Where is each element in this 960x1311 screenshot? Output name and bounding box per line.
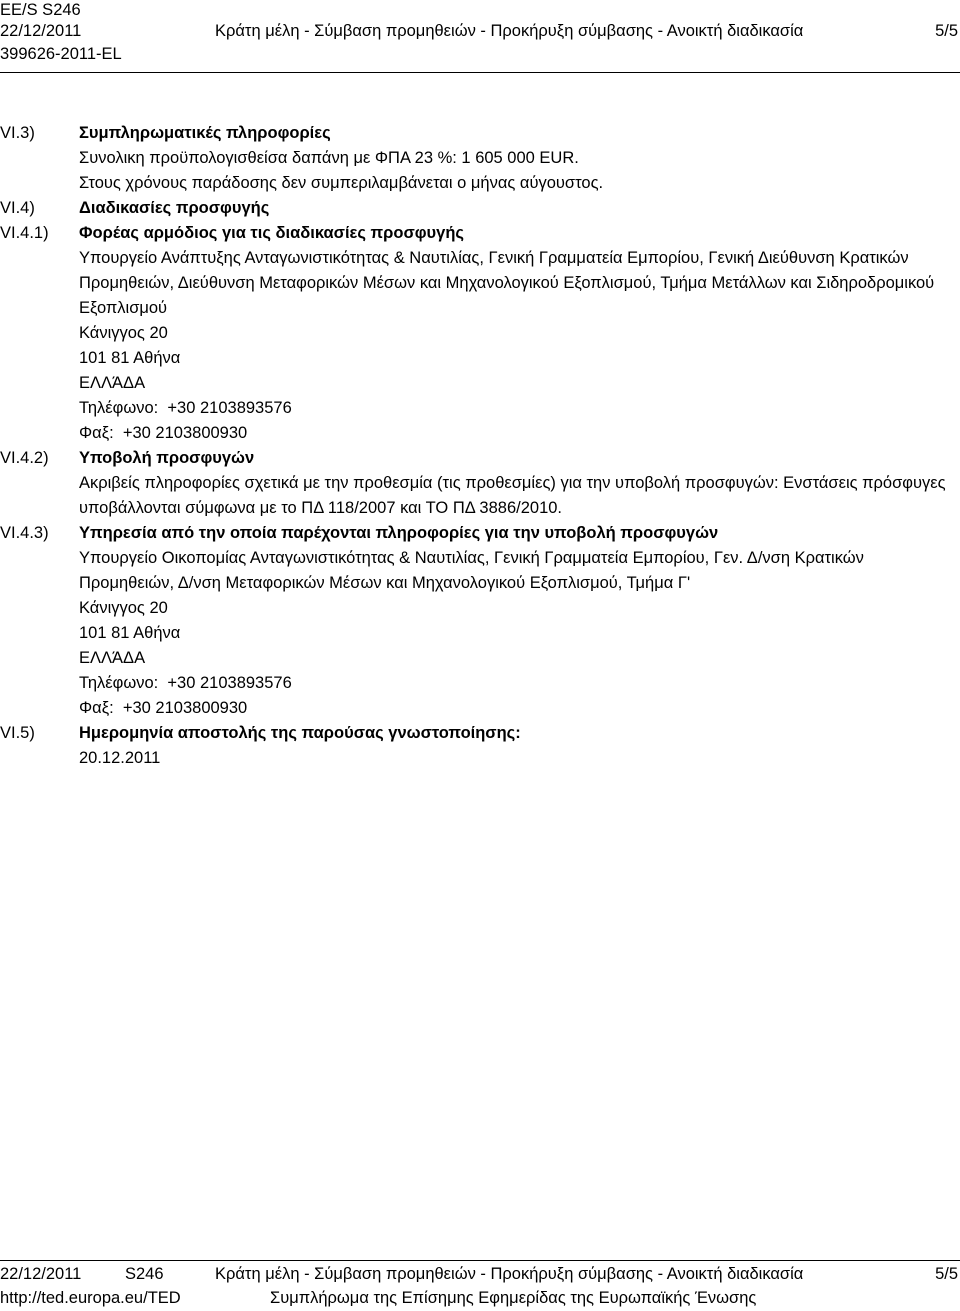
section-title: Διαδικασίες προσφυγής (79, 199, 270, 217)
street-address: Κάνιγγος 20 (79, 324, 168, 342)
section-vi4 (0, 196, 960, 221)
section-number: VI.4) (0, 199, 35, 217)
section-number: VI.3) (0, 124, 35, 142)
header-date: 22/12/2011 (0, 22, 82, 40)
header-title: Κράτη μέλη - Σύμβαση προμηθειών - Προκήρυξη σύμβασης - Ανοικτή διαδικασία (215, 22, 804, 40)
review-body-name: Υπουργείο Ανάπτυξης Ανταγωνιστικότητας & Ναυτιλίας, Γενική Γραμματεία Εμπορίου, Γενική Διεύθυνση Κρατικών Προμηθειών, Διεύθυνση Μεταφορικών Μέσων και Μηχανολογικού Εξοπλισμού, Τμήμα Μετάλλων και Σιδηροδρομικού Εξοπλισμού (79, 249, 935, 317)
fax-number: +30 2103800930 (122, 699, 248, 717)
section-vi5 (0, 721, 960, 771)
document-body (0, 121, 960, 771)
section-vi42 (0, 446, 960, 521)
fax-line (79, 421, 954, 446)
section-vi43 (0, 521, 960, 721)
phone-number: +30 2103893576 (167, 399, 292, 417)
phone-number: +30 2103893576 (167, 674, 292, 692)
page-header (0, 0, 960, 70)
total-cost-text: Συνολικη προϋπολογισθείσα δαπάνη με ΦΠΑ 23 %: 1 605 000 EUR. (79, 149, 579, 167)
fax-label: Φαξ: (79, 699, 114, 717)
delivery-note-text: Στους χρόνους παράδοσης δεν συμπεριλαμβάνεται ο μήνας αύγουστος. (79, 174, 604, 192)
section-title: Φορέας αρμόδιος για τις διαδικασίες προσφυγής (79, 224, 464, 242)
info-service-name: Υπουργείο Οικοπομίας Ανταγωνιστικότητας & Ναυτιλίας, Γενική Γραμματεία Εμπορίου, Γεν. Δ/νση Κρατικών Προμηθειών, Δ/νση Μεταφορικών Μέσων και Μηχανολογικού Εξοπλισμού, Τμήμα Γ' (79, 549, 864, 592)
footer-title: Κράτη μέλη - Σύμβαση προμηθειών - Προκήρυξη σύμβασης - Ανοικτή διαδικασία (215, 1265, 804, 1283)
footer-supplement: Συμπλήρωμα της Επίσημης Εφημερίδας της Ευρωπαϊκής Ένωσης (270, 1289, 757, 1307)
footer-issue: S246 (125, 1265, 164, 1283)
appeal-deadlines-text: Ακριβείς πληροφορίες σχετικά με την προθεσμία (τις προθεσμίες) για την υποβολή προσφυγών: Ενστάσεις πρόσφυγες υποβάλλονται σύμφωνα με το ΠΔ 118/2007 και ΤΟ ΠΔ 3886/2010. (79, 474, 946, 517)
phone-label: Τηλέφωνο: (79, 399, 159, 417)
postal-city: 101 81 Αθήνα (79, 349, 181, 367)
section-title: Συμπληρωματικές πληροφορίες (79, 124, 331, 142)
section-title: Υποβολή προσφυγών (79, 449, 255, 467)
footer-divider (0, 1260, 960, 1261)
phone-line (79, 671, 954, 696)
notice-reference: 399626-2011-EL (0, 45, 122, 63)
street-address: Κάνιγγος 20 (79, 599, 168, 617)
header-page-number: 5/5 (935, 22, 958, 40)
section-title: Υπηρεσία από την οποία παρέχονται πληροφορίες για την υποβολή προσφυγών (79, 524, 719, 542)
footer-page-number: 5/5 (935, 1265, 958, 1283)
header-divider (0, 72, 960, 73)
dispatch-date: 20.12.2011 (79, 749, 161, 767)
country: ΕΛΛΆΔΑ (79, 649, 146, 667)
section-number: VI.4.1) (0, 224, 49, 242)
footer-date: 22/12/2011 (0, 1265, 82, 1283)
section-number: VI.4.2) (0, 449, 49, 467)
postal-city: 101 81 Αθήνα (79, 624, 181, 642)
section-number: VI.4.3) (0, 524, 49, 542)
ted-link[interactable]: http://ted.europa.eu/TED (0, 1289, 181, 1307)
page-footer (0, 1263, 960, 1311)
section-vi41 (0, 221, 960, 446)
country: ΕΛΛΆΔΑ (79, 374, 146, 392)
doc-code: EE/S S246 (0, 1, 81, 19)
section-vi3 (0, 121, 960, 196)
section-title: Ημερομηνία αποστολής της παρούσας γνωστοποίησης: (79, 724, 521, 742)
fax-line (79, 696, 954, 721)
fax-number: +30 2103800930 (122, 424, 248, 442)
fax-label: Φαξ: (79, 424, 114, 442)
section-number: VI.5) (0, 724, 35, 742)
phone-line (79, 396, 954, 421)
phone-label: Τηλέφωνο: (79, 674, 159, 692)
